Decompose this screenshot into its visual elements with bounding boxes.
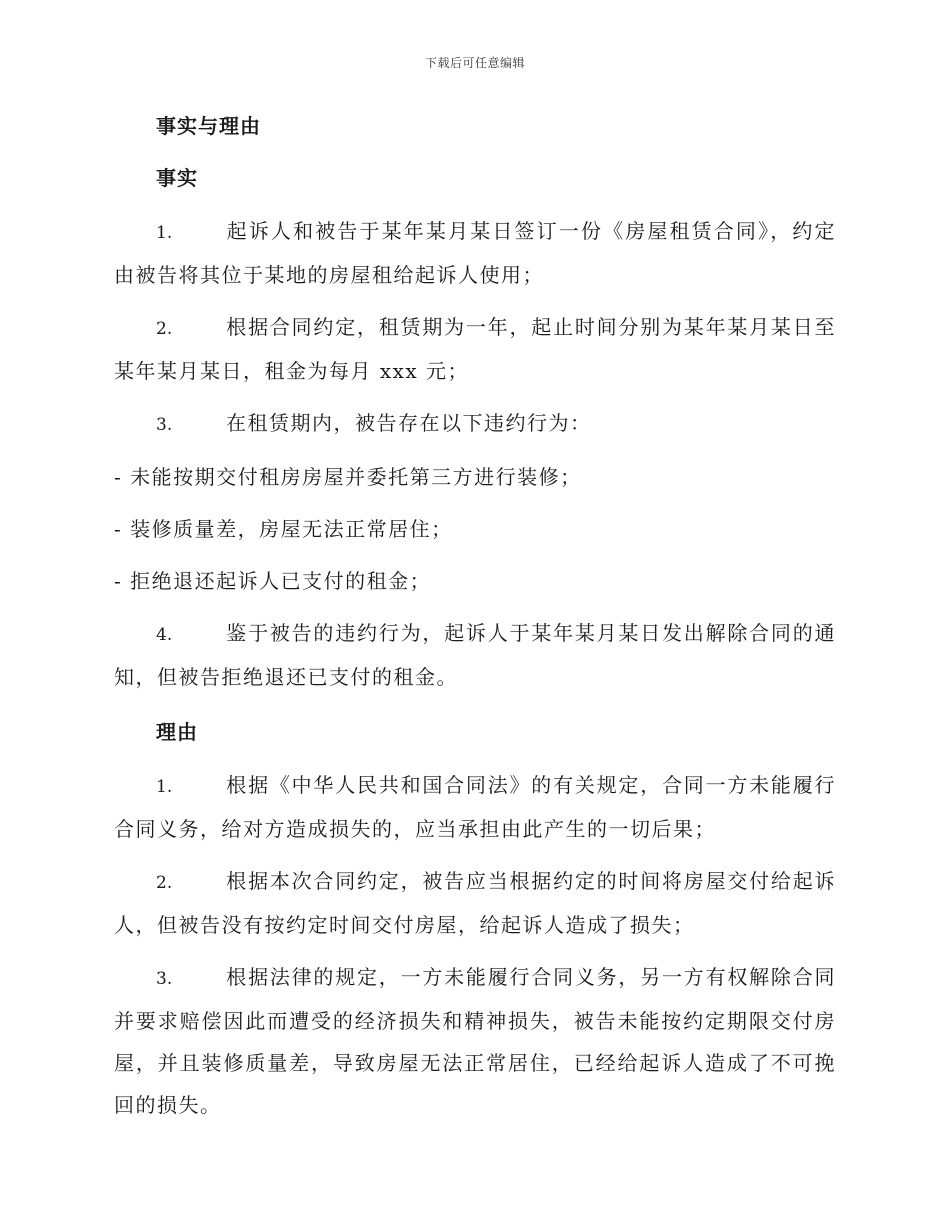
page-header: 下载后可任意编辑	[424, 56, 525, 70]
item-text: 根据本次合同约定，被告应当根据约定的时间将房屋交付给起诉人，但被告没有按约定时间交付房屋，给起诉人造成了损失；	[114, 869, 836, 937]
item-text: 根据法律的规定，一方未能履行合同义务，另一方有权解除合同并要求赔偿因此而遭受的经济损失和精神损失，被告未能按约定期限交付房屋，并且装修质量差，导致房屋无法正常居住，已经给起诉人造成了不可挽回的损失。	[114, 965, 836, 1117]
document-body	[114, 106, 836, 1136]
facts-item-2	[114, 306, 836, 392]
reasons-heading: 理由	[156, 720, 198, 744]
item-text: 起诉人和被告于某年某月某日签订一份《房屋租赁合同》，约定由被告将其位于某地的房屋租给起诉人使用；	[114, 219, 836, 287]
item-number: 2.	[156, 873, 173, 893]
item-text: 鉴于被告的违约行为，起诉人于某年某月某日发出解除合同的通知，但被告拒绝退还已支付的租金。	[114, 621, 836, 689]
reasons-item-3	[114, 956, 836, 1126]
document-title: 事实与理由	[156, 114, 261, 138]
item-number: 1.	[156, 223, 173, 243]
item-text: 根据合同约定，租赁期为一年，起止时间分别为某年某月某日至某年某月某日，租金为每月 xxx 元；	[114, 315, 836, 383]
facts-item-1	[114, 210, 836, 296]
item-number: 4.	[156, 625, 173, 645]
item-text: 在租赁期内，被告存在以下违约行为：	[226, 411, 592, 435]
item-number: 3.	[156, 969, 173, 989]
breach-bullet-3: - 拒绝退还起诉人已支付的租金；	[114, 569, 432, 593]
breach-bullet-2: - 装修质量差，房屋无法正常居住；	[114, 517, 453, 541]
facts-item-3	[114, 402, 836, 446]
facts-item-4	[114, 612, 836, 698]
item-number: 2.	[156, 319, 173, 339]
reasons-item-1	[114, 764, 836, 850]
item-number: 3.	[156, 415, 173, 435]
reasons-item-2	[114, 860, 836, 946]
facts-heading: 事实	[156, 166, 198, 190]
breach-bullet-1: - 未能按期交付租房房屋并委托第三方进行装修；	[114, 465, 582, 489]
item-number: 1.	[156, 777, 173, 797]
item-text: 根据《中华人民共和国合同法》的有关规定，合同一方未能履行合同义务，给对方造成损失的，应当承担由此产生的一切后果；	[114, 773, 836, 841]
